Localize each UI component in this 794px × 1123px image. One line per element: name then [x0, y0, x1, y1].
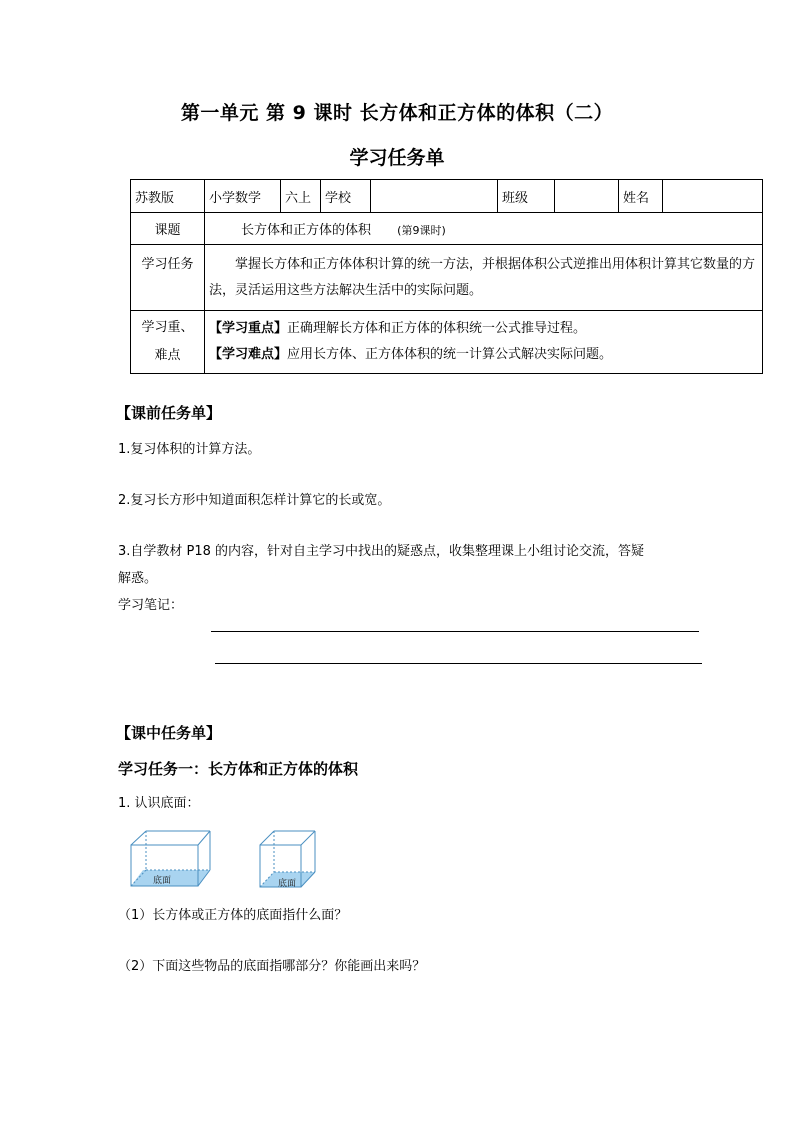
task1-title: 学习任务一：长方体和正方体的体积 — [118, 760, 359, 778]
pre-item-2: 2.复习长方形中知道面积怎样计算它的长或宽。 — [118, 493, 391, 508]
info-row-task — [131, 245, 763, 311]
pre-item-3-line2: 解惑。 — [118, 571, 158, 586]
difficulty-tag: 【学习难点】 — [209, 347, 288, 362]
keypoint-label-line2: 难点 — [154, 348, 181, 363]
page-subtitle: 学习任务单 — [349, 147, 445, 169]
info-row-basic — [131, 180, 763, 213]
school-label: 学校 — [321, 180, 371, 213]
class-label: 班级 — [498, 180, 555, 213]
keypoint-label-line1: 学习重、 — [141, 320, 194, 335]
cuboid-base-label: 底面 — [153, 876, 172, 886]
subject-cell: 小学数学 — [205, 180, 281, 213]
task-value: 掌握长方体和正方体体积计算的统一方法，并根据体积公式逆推出用体积计算其它数量的方法，灵活运用这些方法解决生活中的实际问题。 — [205, 245, 763, 311]
notes-label: 学习笔记： — [118, 598, 184, 613]
in-class-heading: 【课中任务单】 — [116, 724, 222, 742]
grade-cell: 六上 — [281, 180, 321, 213]
edition-cell: 苏教版 — [131, 180, 205, 213]
difficulty-text: 应用长方体、正方体体积的统一计算公式解决实际问题。 — [287, 347, 613, 362]
name-label: 姓名 — [619, 180, 663, 213]
pre-item-3-line1: 3.自学教材 P18 的内容，针对自主学习中找出的疑惑点，收集整理课上小组讨论交流，答疑 — [118, 544, 645, 559]
notes-line-2[interactable] — [215, 663, 702, 664]
difficulty-line — [209, 342, 758, 368]
cube-figure — [257, 828, 321, 890]
notes-line-1[interactable] — [211, 631, 699, 632]
class-field[interactable] — [555, 180, 619, 213]
topic-note: (第9课时) — [397, 224, 446, 237]
info-table — [130, 179, 763, 374]
pre-item-1: 1.复习体积的计算方法。 — [118, 442, 261, 457]
school-field[interactable] — [371, 180, 498, 213]
task-label: 学习任务 — [131, 245, 205, 311]
keypoint-line — [209, 316, 758, 342]
info-row-keypoints — [131, 311, 763, 374]
question-2: （2）下面这些物品的底面指哪部分？你能画出来吗？ — [118, 959, 426, 974]
name-field[interactable] — [663, 180, 763, 213]
info-row-topic — [131, 213, 763, 245]
page-title: 第一单元 第 9 课时 长方体和正方体的体积（二） — [180, 102, 614, 124]
cube-base-label: 底面 — [278, 879, 297, 889]
question-1: （1）长方体或正方体的底面指什么面？ — [118, 908, 348, 923]
topic-cell — [205, 213, 763, 245]
topic-label: 课题 — [131, 213, 205, 245]
keypoint-tag: 【学习重点】 — [209, 321, 288, 336]
keypoint-label-cell — [131, 311, 205, 374]
cuboid-figure — [128, 828, 214, 890]
step-1-label: 1. 认识底面： — [118, 796, 200, 811]
topic-value: 长方体和正方体的体积 — [241, 223, 372, 238]
keypoint-content — [205, 311, 763, 374]
keypoint-text: 正确理解长方体和正方体的体积统一公式推导过程。 — [287, 321, 587, 336]
pre-class-heading: 【课前任务单】 — [116, 404, 222, 422]
